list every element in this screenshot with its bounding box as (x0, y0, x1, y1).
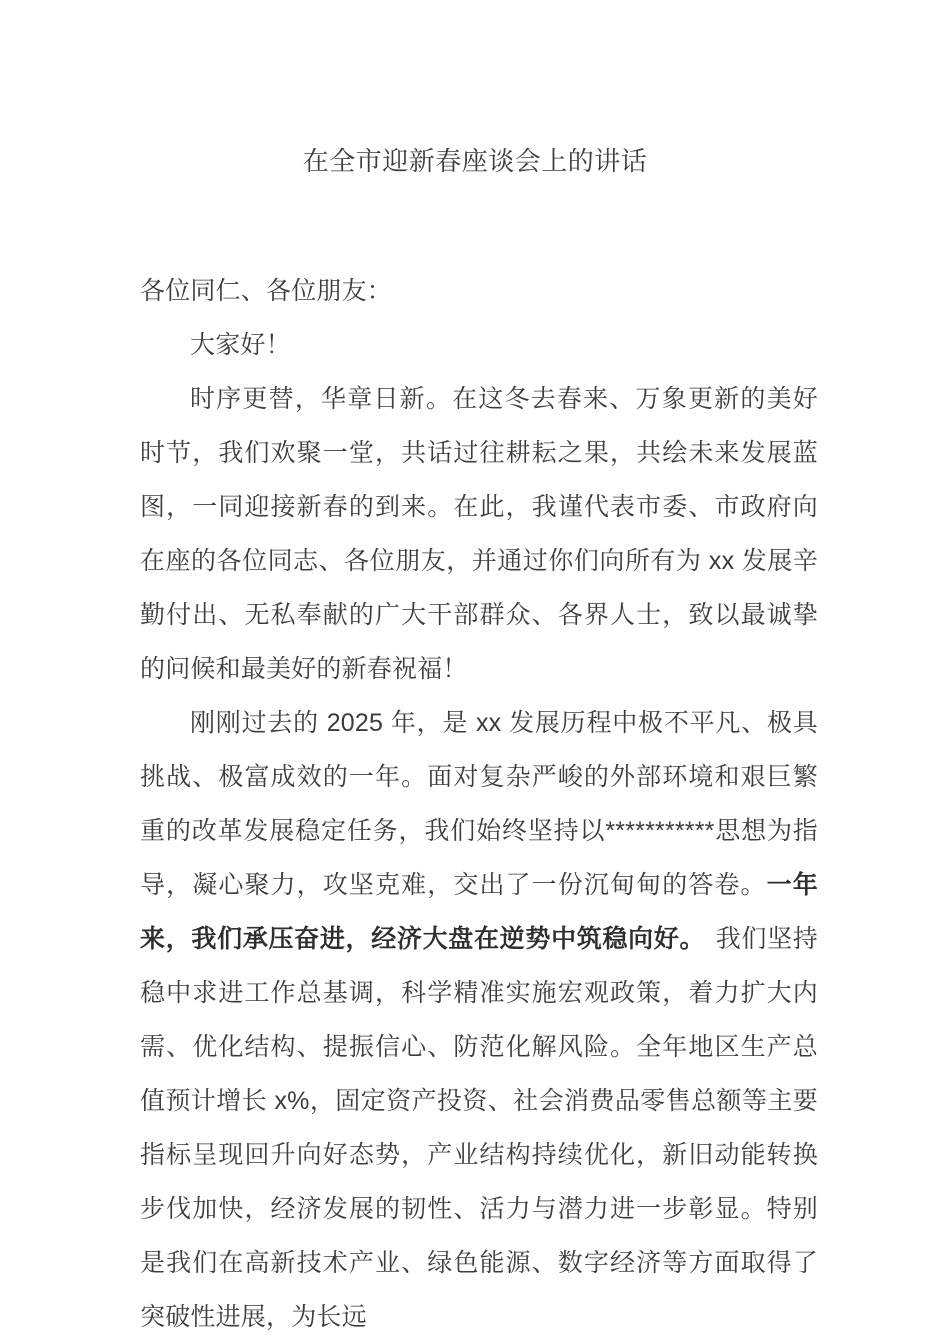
salutation-line: 各位同仁、各位朋友： (140, 277, 393, 305)
greeting-line: 大家好！ (190, 331, 291, 359)
paragraph-2-emphasis: 一年来，我们承压奋进，经济大盘在逆势中筑稳向好。 (140, 871, 818, 953)
paragraph-1: 时序更替，华章日新。在这冬去春来、万象更新的美好时节，我们欢聚一堂，共话过往耕耘之果，共绘未来发展蓝图，一同迎接新春的到来。在此，我谨代表市委、市政府向在座的各位同志、各位朋友，并通过你们向所有为 xx 发展辛勤付出、无私奉献的广大干部群众、各界人士，致以最诚挚的问候和最美好的新春祝福！ (140, 385, 818, 683)
page-title: 在全市迎新春座谈会上的讲话 (302, 146, 648, 176)
paragraph-2 (140, 696, 818, 1344)
paragraph-2-segment-1: 刚刚过去的 2025 年，是 xx 发展历程中极不平凡、极具挑战、极富成效的一年。面对复杂严峻的外部环境和艰巨繁重的改革发展稳定任务，我们始终坚持以***********思想为指导，凝心聚力，攻坚克难，交出了一份沉甸甸的答卷。 (140, 709, 818, 899)
paragraph-2-segment-2: 我们坚持稳中求进工作总基调，科学精准实施宏观政策，着力扩大内需、优化结构、提振信心、防范化解风险。全年地区生产总值预计增长 x%，固定资产投资、社会消费品零售总额等主要指标呈现回升向好态势，产业结构持续优化，新旧动能转换步伐加快，经济发展的韧性、活力与潜力进一步彰显。特别是我们在高新技术产业、绿色能源、数字经济等方面取得了突破性进展，为长远 (140, 925, 818, 1331)
document-body (140, 264, 818, 1344)
